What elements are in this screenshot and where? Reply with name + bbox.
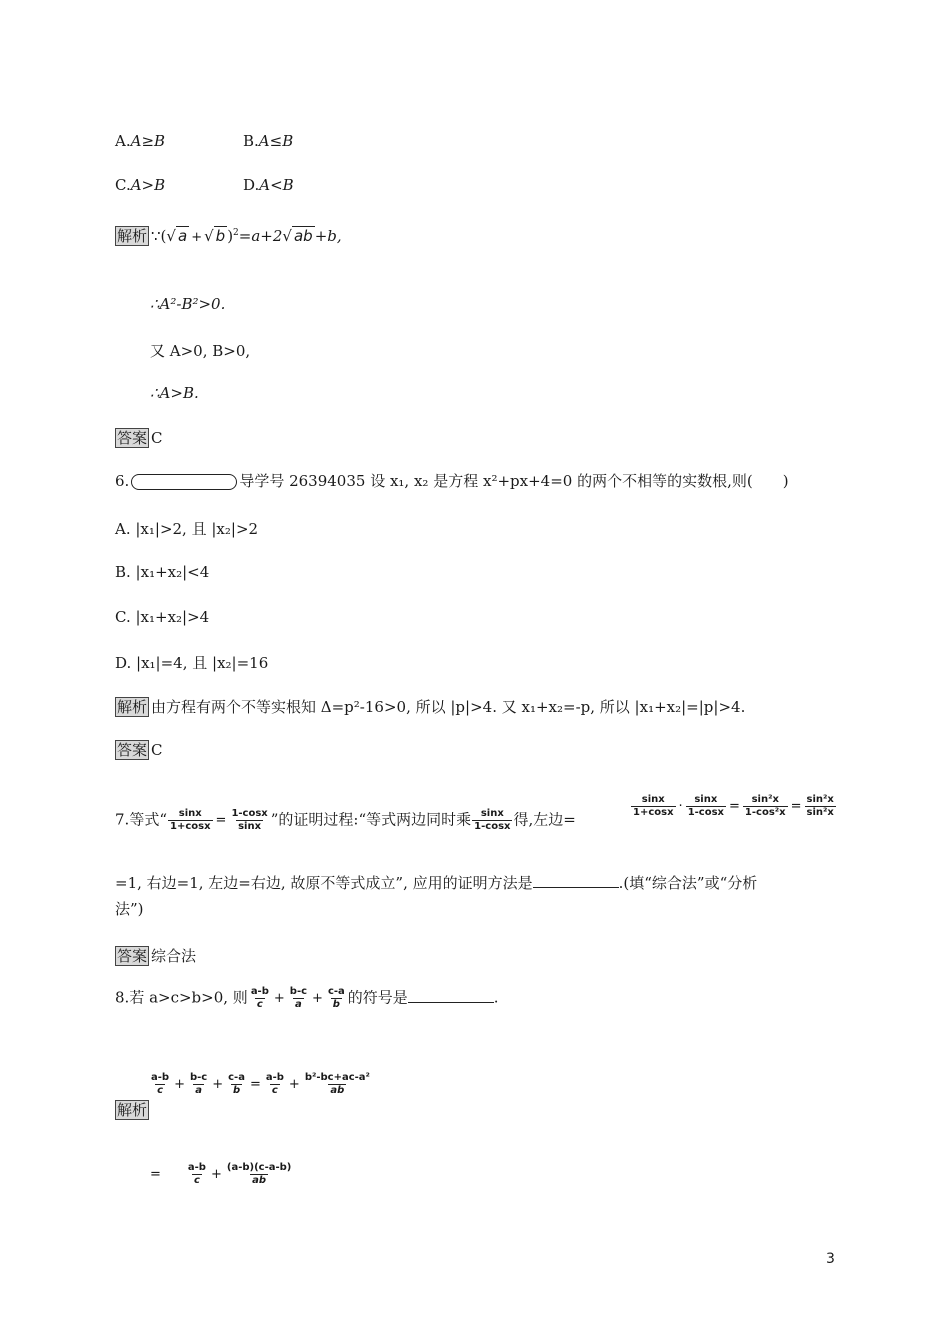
q5-line3: 又 A>0, B>0, <box>150 342 251 360</box>
fraction: $\frac{\sin x}{1-\cos x}$ <box>474 808 511 832</box>
fraction: $\frac{a-b}{c}$ <box>250 986 269 1010</box>
fraction: $\frac{1-\cos x}{\sin x}$ <box>231 808 268 832</box>
analysis-tag: 解析 <box>117 1101 148 1119</box>
q8-analysis-expr: $\frac{a-b}{c}$ + $\frac{b-c}{a}$ + $\frac{c-a}{b}$ = $\frac{a-b}{c}$ + $\frac{\text{b²-bc+ac-a²}}{ab}$ <box>151 1072 370 1096</box>
q8-analysis-line2: = $\frac{a-b}{c}$ + $\frac{(a-b)(c-a-b)}{ab}$ <box>150 1162 292 1186</box>
sqrt-b: √ b <box>204 227 226 245</box>
blank-pill <box>131 474 237 490</box>
fraction: $\frac{\text{sin²x}}{\text{1-cos²x}}$ <box>744 794 786 818</box>
fraction: $\frac{a-b}{c}$ <box>187 1162 206 1186</box>
option-c: C.A>B <box>115 176 166 194</box>
sqrt-a: √ a <box>166 227 188 245</box>
fraction: $\frac{c-a}{b}$ <box>228 1072 245 1096</box>
q6-answer: 答案 C <box>117 741 163 759</box>
analysis-tag: 解析 <box>117 698 148 716</box>
q7-stem: 7.等式“ $\frac{\sin x}{1+\cos x}$ = $\frac{1-\cos x}{\sin x}$ ”的证明过程:“等式两边同时乘 $\frac{\sin x}{1-\cos x}$ 得,左边= <box>115 808 576 832</box>
q6-option-d: D. |x₁|=4, 且 |x₂|=16 <box>115 654 269 672</box>
q6-analysis: 解析 由方程有两个不等实根知 Δ=p²-16>0, 所以 |p|>4. 又 x₁+x₂=-p, 所以 |x₁+x₂|=|p|>4. <box>117 698 746 716</box>
q5-analysis: 解析 ∵(√ a + √ b )$^2$=a+2√ ab +b, <box>117 227 342 245</box>
answer-blank[interactable] <box>533 873 619 888</box>
answer-tag: 答案 <box>117 741 148 759</box>
answer-blank[interactable] <box>408 988 494 1003</box>
q8-analysis-tag <box>115 1100 151 1120</box>
q7-chain: $\frac{\sin x}{1+\cos x}$ · $\frac{\sin x}{1-\cos x}$ = $\frac{\text{sin²x}}{\text{1-cos²x}}$ = $\frac{\text{sin²x}}{\text{sin²x}}$ <box>633 794 834 818</box>
fraction: $\frac{\text{b²-bc+ac-a²}}{ab}$ <box>304 1072 370 1096</box>
option-b: B.A≤B <box>243 132 294 150</box>
fraction: $\frac{b-c}{a}$ <box>289 986 308 1010</box>
fraction: $\frac{(a-b)(c-a-b)}{ab}$ <box>226 1162 292 1186</box>
option-d: D.A<B <box>243 176 294 194</box>
q7-line2: =1, 右边=1, 左边=右边, 故原不等式成立”, 应用的证明方法是 .(填“综合法”或“分析 <box>115 874 758 892</box>
fraction: $\frac{\sin x}{1+\cos x}$ <box>633 794 674 818</box>
analysis-tag: 解析 <box>117 227 148 245</box>
q5-answer: 答案 C <box>117 429 163 447</box>
answer-tag: 答案 <box>117 429 148 447</box>
fraction: $\frac{\sin x}{1+\cos x}$ <box>169 808 211 832</box>
q5-line4: ∴A>B. <box>150 384 199 402</box>
sqrt-ab: √ ab <box>282 227 313 245</box>
q7-line3: 法”) <box>115 900 144 918</box>
answer-tag: 答案 <box>117 947 148 965</box>
page-number: 3 <box>826 1251 835 1267</box>
q5-line2: ∴A²-B²>0. <box>150 295 226 313</box>
fraction: $\frac{a-b}{c}$ <box>151 1072 170 1096</box>
fraction: $\frac{c-a}{b}$ <box>327 986 345 1010</box>
fraction: $\frac{a-b}{c}$ <box>265 1072 284 1096</box>
option-a: A.A≥B <box>115 132 166 150</box>
q7-answer: 答案 综合法 <box>117 947 197 965</box>
q6-option-a: A. |x₁|>2, 且 |x₂|>2 <box>115 520 259 538</box>
fraction: $\frac{\text{sin²x}}{\text{sin²x}}$ <box>806 794 834 818</box>
q6-stem: 6. 导学号 26394035 设 x₁, x₂ 是方程 x²+px+4=0 的两个不相等的实数根,则( ) <box>115 472 789 490</box>
q6-option-b: B. |x₁+x₂|<4 <box>115 563 210 581</box>
fraction: $\frac{b-c}{a}$ <box>189 1072 208 1096</box>
q6-option-c: C. |x₁+x₂|>4 <box>115 608 210 626</box>
q8-stem: 8.若 a>c>b>0, 则 $\frac{a-b}{c}$ + $\frac{b-c}{a}$ + $\frac{c-a}{b}$ 的符号是 . <box>115 986 499 1010</box>
fraction: $\frac{\sin x}{1-\cos x}$ <box>687 794 724 818</box>
